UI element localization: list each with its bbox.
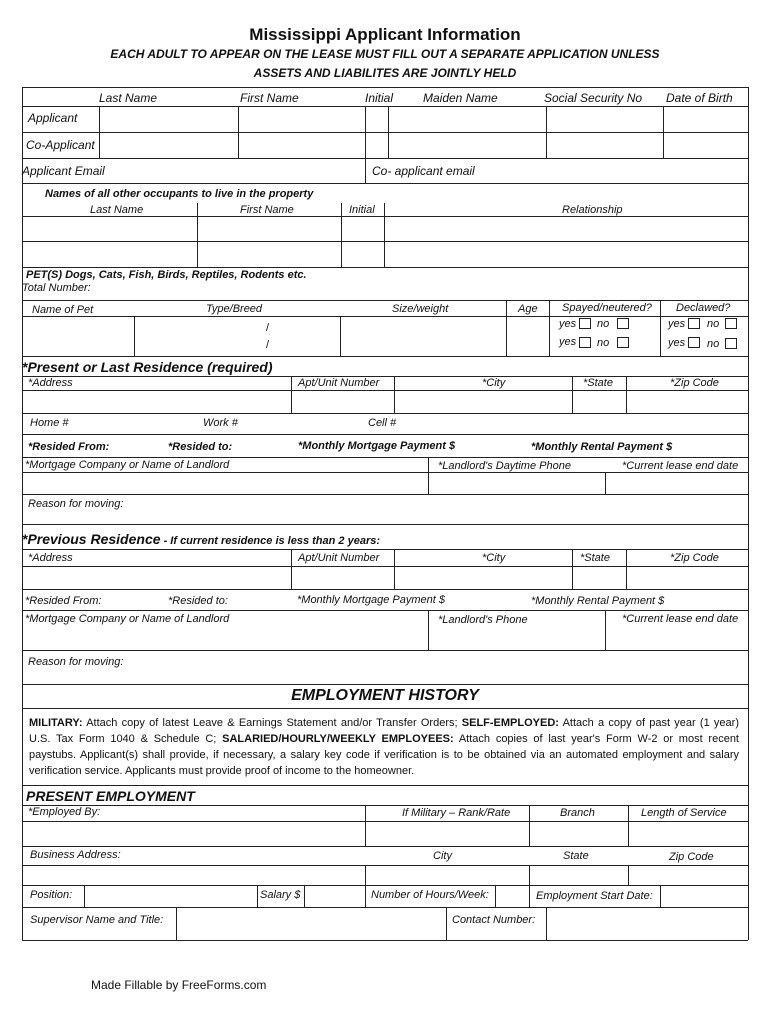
previous-rental-field[interactable] xyxy=(674,592,746,609)
hdr-maiden-name: Maiden Name xyxy=(423,91,498,105)
hdr-ssn: Social Security No xyxy=(544,91,643,105)
military-text: Attach copy of latest Leave & Earnings Statement and/or Transfer Orders; xyxy=(82,717,462,729)
position-field[interactable] xyxy=(85,886,257,907)
pets-total-number: Total Number: xyxy=(22,282,91,294)
length-of-service-field[interactable] xyxy=(629,822,748,846)
previous-zip-field[interactable] xyxy=(627,567,748,589)
business-address-field[interactable] xyxy=(23,866,365,885)
pet-type-slash-1: / xyxy=(266,322,270,334)
occupant-row-2-last-name[interactable] xyxy=(23,242,197,267)
self-employed-text: Attach a copy of past year (1 year) U.S. Tax Form 1040 & Schedule C; xyxy=(29,717,739,745)
pet-hdr-type: Type/Breed xyxy=(206,303,263,315)
present-lease-end-field[interactable] xyxy=(606,473,748,494)
present-mortgage-field[interactable] xyxy=(466,438,528,455)
applicant-ssn-field[interactable] xyxy=(547,107,663,132)
previous-resided-to-field[interactable] xyxy=(232,592,292,609)
previous-resided-from: *Resided From: xyxy=(25,595,102,607)
position-label: Position: xyxy=(30,889,73,901)
military-rank-field[interactable] xyxy=(366,822,529,846)
previous-residence-title: *Previous Residence xyxy=(22,531,161,547)
spayed-yes-checkbox-2[interactable] xyxy=(579,337,591,348)
previous-mortgage-company-field[interactable] xyxy=(23,628,428,649)
present-rental-payment: *Monthly Rental Payment $ xyxy=(531,441,673,453)
spayed-no-label-2: no xyxy=(597,337,610,349)
spayed-no-checkbox-1[interactable] xyxy=(617,318,629,329)
employer-zip-label: Zip Code xyxy=(669,851,714,863)
previous-landlord-phone-field[interactable] xyxy=(429,630,605,649)
occupant-row-2-relationship[interactable] xyxy=(385,242,748,267)
present-lease-end-label: *Current lease end date xyxy=(622,460,739,472)
employed-by-label: *Employed By: xyxy=(28,806,101,818)
employer-city-field[interactable] xyxy=(366,866,529,885)
present-rental-field[interactable] xyxy=(684,438,746,455)
work-phone-field[interactable] xyxy=(242,415,362,432)
co-applicant-ssn-field[interactable] xyxy=(547,133,663,158)
present-resided-from: *Resided From: xyxy=(28,441,110,453)
co-applicant-maiden-name-field[interactable] xyxy=(389,133,546,158)
pet-hdr-declawed: Declawed? xyxy=(676,302,731,314)
occupant-row-2-first-name[interactable] xyxy=(198,242,341,267)
occupant-row-1-relationship[interactable] xyxy=(385,217,748,241)
previous-mortgage-company-label: *Mortgage Company or Name of Landlord xyxy=(25,613,230,625)
previous-residence-heading xyxy=(22,532,380,547)
contact-number-field[interactable] xyxy=(547,908,748,940)
employer-city-label: City xyxy=(433,850,452,862)
present-mortgage-payment: *Monthly Mortgage Payment $ xyxy=(298,440,456,452)
employment-heading: EMPLOYMENT HISTORY xyxy=(291,687,479,704)
pet-hdr-name: Name of Pet xyxy=(32,304,94,316)
previous-reason-label: Reason for moving: xyxy=(28,656,124,668)
pet-size-field[interactable] xyxy=(341,317,506,356)
previous-mortgage-payment: *Monthly Mortgage Payment $ xyxy=(297,594,445,606)
declawed-no-label-2: no xyxy=(707,338,720,350)
occupant-row-1-last-name[interactable] xyxy=(23,217,197,241)
present-reason-field[interactable] xyxy=(23,512,748,523)
previous-address-label: *Address xyxy=(28,552,73,564)
employer-state-field[interactable] xyxy=(530,866,628,885)
present-city-field[interactable] xyxy=(395,391,572,413)
pet-name-field[interactable] xyxy=(23,317,134,356)
hdr-dob: Date of Birth xyxy=(666,91,733,105)
page-title: Mississippi Applicant Information xyxy=(249,25,521,44)
applicant-last-name-field[interactable] xyxy=(100,107,238,132)
pets-total-number-field[interactable] xyxy=(95,282,215,294)
declawed-no-label-1: no xyxy=(707,318,720,330)
salaried-label: SALARIED/HOURLY/WEEKLY EMPLOYEES: xyxy=(222,733,454,745)
cell-phone-label: Cell # xyxy=(368,417,397,429)
spayed-yes-label-2: yes xyxy=(559,336,577,348)
subtitle-line1: EACH ADULT TO APPEAR ON THE LEASE MUST FILL OUT A SEPARATE APPLICATION UNLESS xyxy=(110,47,660,61)
occ-hdr-first-name: First Name xyxy=(240,204,294,216)
declawed-no-checkbox-2[interactable] xyxy=(725,338,737,349)
hours-per-week-label: Number of Hours/Week: xyxy=(371,889,489,901)
declawed-yes-checkbox-1[interactable] xyxy=(688,318,700,329)
supervisor-label: Supervisor Name and Title: xyxy=(30,914,164,926)
present-address-field[interactable] xyxy=(23,391,291,413)
employer-state-label: State xyxy=(563,850,589,862)
co-applicant-email-field[interactable] xyxy=(482,159,747,182)
hours-per-week-field[interactable] xyxy=(496,886,529,907)
present-resided-to-field[interactable] xyxy=(240,438,292,455)
previous-city-label: *City xyxy=(482,552,506,564)
subtitle-line2: ASSETS AND LIABILITES ARE JOINTLY HELD xyxy=(253,66,517,80)
declawed-yes-label-1: yes xyxy=(668,318,686,330)
present-zip-field[interactable] xyxy=(627,391,748,413)
previous-apt-field[interactable] xyxy=(292,567,394,589)
contact-number-label: Contact Number: xyxy=(452,914,536,926)
salary-field[interactable] xyxy=(305,886,365,907)
occupants-heading: Names of all other occupants to live in the property xyxy=(45,188,314,200)
previous-address-field[interactable] xyxy=(23,567,291,589)
present-city-label: *City xyxy=(482,377,506,389)
declawed-yes-checkbox-2[interactable] xyxy=(688,337,700,348)
previous-city-field[interactable] xyxy=(395,567,572,589)
occupant-row-1-initial[interactable] xyxy=(342,217,384,241)
start-date-field[interactable] xyxy=(661,886,748,907)
employer-zip-field[interactable] xyxy=(629,866,748,885)
spayed-no-label-1: no xyxy=(597,318,610,330)
start-date-label: Employment Start Date: xyxy=(536,890,653,902)
pet-type-slash-2: / xyxy=(266,339,270,351)
co-applicant-last-name-field[interactable] xyxy=(100,133,238,158)
present-resided-from-field[interactable] xyxy=(112,438,164,455)
co-applicant-initial-field[interactable] xyxy=(366,133,388,158)
military-label: MILITARY: xyxy=(29,717,83,729)
present-zip-label: *Zip Code xyxy=(670,377,719,389)
declawed-no-checkbox-1[interactable] xyxy=(725,318,737,329)
pet-type-field[interactable] xyxy=(135,317,340,356)
home-phone-label: Home # xyxy=(30,417,69,429)
present-mortgage-company-field[interactable] xyxy=(23,473,428,494)
applicant-email-field[interactable] xyxy=(112,159,364,182)
previous-mortgage-field[interactable] xyxy=(456,592,526,609)
previous-lease-end-label: *Current lease end date xyxy=(622,613,739,625)
previous-landlord-phone-label: *Landlord's Phone xyxy=(438,614,528,626)
declawed-yes-label-2: yes xyxy=(668,337,686,349)
previous-resided-to: *Resided to: xyxy=(168,595,228,607)
previous-lease-end-field[interactable] xyxy=(606,628,748,649)
pets-heading: PET(S) Dogs, Cats, Fish, Birds, Reptiles, Rodents etc. xyxy=(26,269,307,281)
branch-field[interactable] xyxy=(530,822,628,846)
hdr-initial: Initial xyxy=(365,91,394,105)
self-employed-label: SELF-EMPLOYED: xyxy=(461,717,559,729)
present-landlord-phone-field[interactable] xyxy=(429,473,605,494)
spayed-yes-checkbox-1[interactable] xyxy=(579,318,591,329)
occupant-row-2-initial[interactable] xyxy=(342,242,384,267)
previous-state-label: *State xyxy=(580,552,610,564)
length-of-service-label: Length of Service xyxy=(641,807,727,819)
spayed-no-checkbox-2[interactable] xyxy=(617,337,629,348)
present-landlord-phone-label: *Landlord's Daytime Phone xyxy=(438,460,571,472)
present-address-label: *Address xyxy=(28,377,73,389)
supervisor-field[interactable] xyxy=(177,908,446,940)
previous-state-field[interactable] xyxy=(573,567,626,589)
previous-apt-label: Apt/Unit Number xyxy=(298,552,380,564)
applicant-email-label: Applicant Email xyxy=(22,164,105,178)
applicant-label: Applicant xyxy=(28,111,78,125)
business-address-label: Business Address: xyxy=(30,849,121,861)
employment-instructions xyxy=(29,715,739,779)
co-applicant-label: Co-Applicant xyxy=(26,138,95,152)
occ-hdr-initial: Initial xyxy=(349,204,375,216)
salary-label: Salary $ xyxy=(260,889,301,901)
employed-by-field[interactable] xyxy=(23,822,365,846)
present-apt-label: Apt/Unit Number xyxy=(298,377,380,389)
home-phone-field[interactable] xyxy=(75,415,195,432)
pet-hdr-age: Age xyxy=(518,303,538,315)
occ-hdr-relationship: Relationship xyxy=(562,204,623,216)
previous-rental-payment: *Monthly Rental Payment $ xyxy=(531,595,665,607)
occ-hdr-last-name: Last Name xyxy=(90,204,144,216)
military-rank-label: If Military – Rank/Rate xyxy=(402,807,511,819)
present-state-label: *State xyxy=(583,377,613,389)
co-applicant-first-name-field[interactable] xyxy=(239,133,365,158)
hdr-last-name: Last Name xyxy=(99,91,158,105)
co-applicant-dob-field[interactable] xyxy=(664,133,748,158)
previous-resided-from-field[interactable] xyxy=(108,592,164,609)
work-phone-label: Work # xyxy=(203,417,238,429)
applicant-dob-field[interactable] xyxy=(664,107,748,132)
hdr-first-name: First Name xyxy=(240,91,299,105)
previous-zip-label: *Zip Code xyxy=(670,552,719,564)
salaried-text: Attach copies of last year's Form W-2 or most recent paystubs. Applicant(s) shall provide, if necessary, a salary key code if verification is to be obtained via an automated employment and salary verification service. Applicants must provide proof of income to the homeowner. xyxy=(29,733,739,777)
footer-credit: Made Fillable by FreeForms.com xyxy=(91,978,267,992)
present-mortgage-company-label: *Mortgage Company or Name of Landlord xyxy=(25,459,230,471)
applicant-first-name-field[interactable] xyxy=(239,107,365,132)
applicant-initial-field[interactable] xyxy=(366,107,388,132)
spayed-yes-label-1: yes xyxy=(559,318,577,330)
present-state-field[interactable] xyxy=(573,391,626,413)
present-employment-heading: PRESENT EMPLOYMENT xyxy=(26,788,195,804)
present-reason-label: Reason for moving: xyxy=(28,498,124,510)
pet-hdr-spayed: Spayed/neutered? xyxy=(562,302,652,314)
pet-age-field[interactable] xyxy=(507,317,549,356)
present-apt-field[interactable] xyxy=(292,391,394,413)
previous-residence-note: - If current residence is less than 2 years: xyxy=(160,535,380,547)
applicant-maiden-name-field[interactable] xyxy=(389,107,546,132)
cell-phone-field[interactable] xyxy=(402,415,552,432)
present-resided-to: *Resided to: xyxy=(168,441,233,453)
pet-hdr-size: Size/weight xyxy=(392,303,449,315)
branch-label: Branch xyxy=(560,807,595,819)
co-applicant-email-label: Co- applicant email xyxy=(372,164,475,178)
previous-reason-field[interactable] xyxy=(23,670,748,683)
occupant-row-1-first-name[interactable] xyxy=(198,217,341,241)
present-residence-heading: *Present or Last Residence (required) xyxy=(22,359,273,375)
